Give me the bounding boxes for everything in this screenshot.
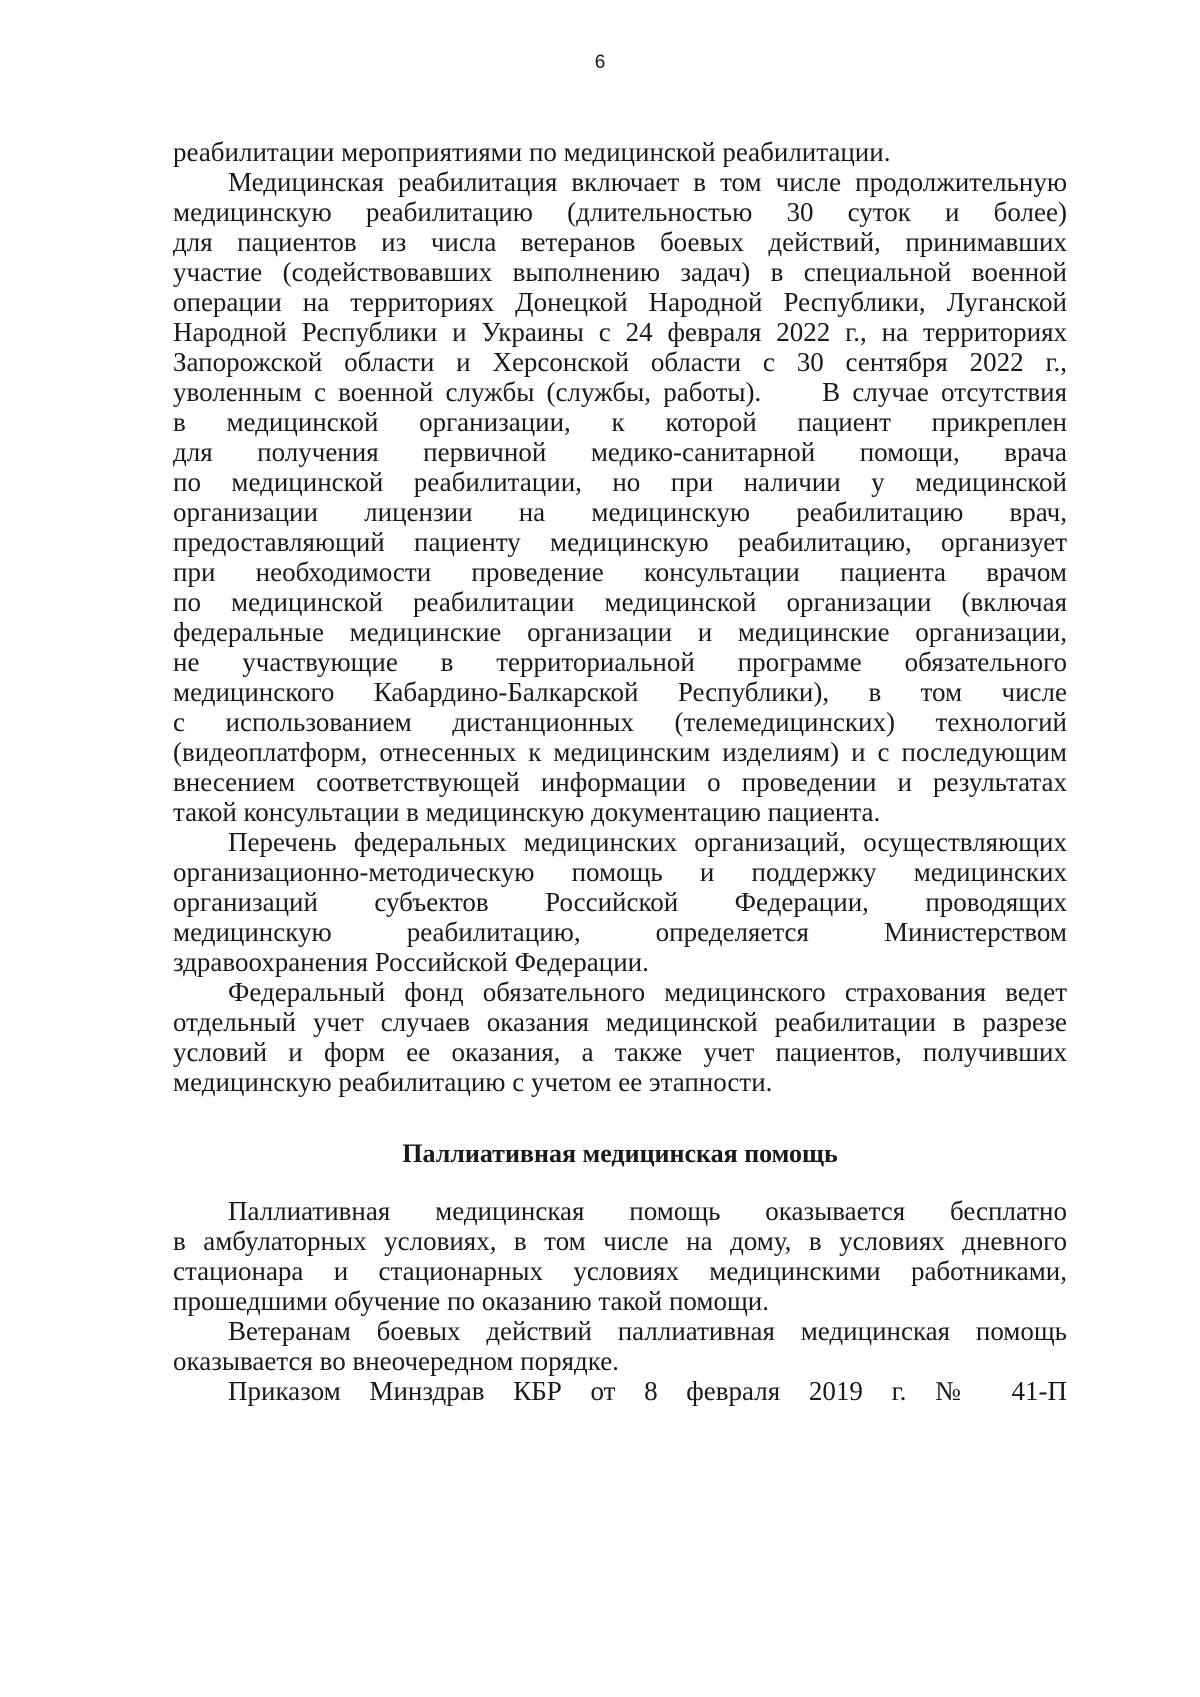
text-line: медицинского Кабардино-Балкарской Республики), в том числе xyxy=(173,677,1067,707)
text-line: здравоохранения Российской Федерации. xyxy=(173,947,649,977)
text-line: медицинскую реабилитацию (длительностью 30 суток и более) xyxy=(173,197,1067,227)
text-line: в медицинской организации, к которой пациент прикреплен xyxy=(173,407,1067,437)
text-line: организации лицензии на медицинскую реабилитацию врач, xyxy=(173,497,1067,527)
text-line: медицинскую реабилитацию с учетом ее этапности. xyxy=(173,1067,773,1097)
text-line: операции на территориях Донецкой Народной Республики, Луганской xyxy=(173,287,1067,317)
text-line: стационара и стационарных условиях медицинскими работниками, xyxy=(173,1256,1067,1286)
text-line: такой консультации в медицинскую документацию пациента. xyxy=(173,797,881,827)
text-line: при необходимости проведение консультации пациента врачом xyxy=(173,557,1067,587)
text-line: оказывается во внеочередном порядке. xyxy=(173,1346,619,1376)
text-line: Федеральный фонд обязательного медицинского страхования ведет xyxy=(228,977,1067,1007)
text-line: внесением соответствующей информации о проведении и результатах xyxy=(173,767,1067,797)
text-line: Приказом Минздрав КБР от 8 февраля 2019 г. № 41-П xyxy=(228,1376,1067,1406)
text-line: для получения первичной медико-санитарной помощи, врача xyxy=(173,437,1067,467)
text-line: организационно-методическую помощь и поддержку медицинских xyxy=(173,857,1067,887)
page-number: 6 xyxy=(594,52,606,73)
text-line: участие (содействовавших выполнению задач) в специальной военной xyxy=(173,257,1067,287)
text-line: реабилитации мероприятиями по медицинской реабилитации. xyxy=(173,137,891,167)
text-line: по медицинской реабилитации, но при наличии у медицинской xyxy=(173,467,1067,497)
text-line: Народной Республики и Украины с 24 февраля 2022 г., на территориях xyxy=(173,317,1067,347)
text-line: организаций субъектов Российской Федерации, проводящих xyxy=(173,887,1067,917)
text-line: с использованием дистанционных (телемедицинских) технологий xyxy=(173,707,1067,737)
text-line: по медицинской реабилитации медицинской организации (включая xyxy=(173,587,1067,617)
text-line: Перечень федеральных медицинских организаций, осуществляющих xyxy=(228,827,1067,857)
text-line: в амбулаторных условиях, в том числе на дому, в условиях дневного xyxy=(173,1226,1067,1256)
text-line: (видеоплатформ, отнесенных к медицинским изделиям) и с последующим xyxy=(173,737,1067,767)
text-line: уволенным с военной службы (службы, работы). В случае отсутствия xyxy=(173,377,1067,407)
text-line: Запорожской области и Херсонской области с 30 сентября 2022 г., xyxy=(173,347,1067,377)
text-line: условий и форм ее оказания, а также учет пациентов, получивших xyxy=(173,1037,1067,1067)
text-line: Паллиативная медицинская помощь оказывается бесплатно xyxy=(228,1196,1067,1226)
text-line: медицинскую реабилитацию, определяется Министерством xyxy=(173,917,1067,947)
section-heading: Паллиативная медицинская помощь xyxy=(402,1139,838,1168)
text-line: отдельный учет случаев оказания медицинской реабилитации в разрезе xyxy=(173,1007,1067,1037)
text-line: Медицинская реабилитация включает в том числе продолжительную xyxy=(228,167,1067,197)
text-line: для пациентов из числа ветеранов боевых действий, принимавших xyxy=(173,227,1067,257)
text-line: прошедшими обучение по оказанию такой помощи. xyxy=(173,1286,769,1316)
text-line: федеральные медицинские организации и медицинские организации, xyxy=(173,617,1067,647)
text-line: предоставляющий пациенту медицинскую реабилитацию, организует xyxy=(173,527,1067,557)
text-line: не участвующие в территориальной программе обязательного xyxy=(173,647,1067,677)
text-line: Ветеранам боевых действий паллиативная медицинская помощь xyxy=(228,1316,1067,1346)
